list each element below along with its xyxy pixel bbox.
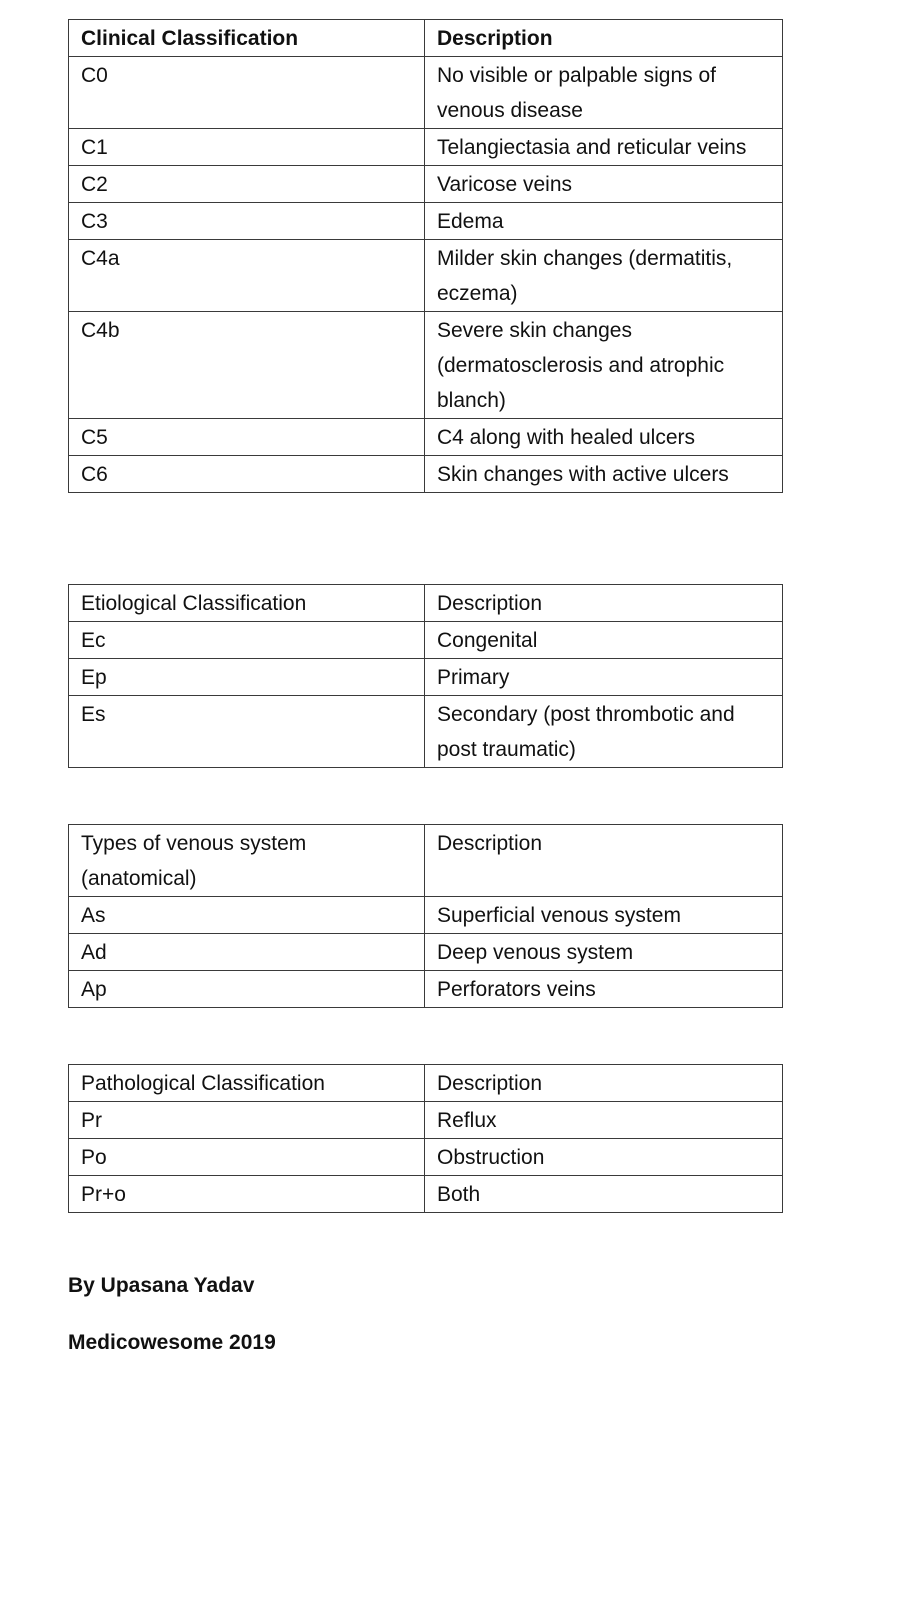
- table-row: [69, 1102, 783, 1139]
- pathological-classification-table: [68, 1064, 783, 1213]
- description-cell: Both: [425, 1176, 783, 1213]
- code-cell: Ad: [69, 934, 425, 971]
- description-cell: C4 along with healed ulcers: [425, 419, 783, 456]
- table-row: [69, 934, 783, 971]
- description-cell: No visible or palpable signs of venous disease: [425, 57, 783, 129]
- code-cell: C2: [69, 166, 425, 203]
- anatomical-classification-table: [68, 824, 783, 1008]
- code-cell: C6: [69, 456, 425, 493]
- description-cell: Congenital: [425, 622, 783, 659]
- header-cell-description: Description: [425, 20, 783, 57]
- code-cell: C1: [69, 129, 425, 166]
- code-cell: C3: [69, 203, 425, 240]
- code-cell: Ep: [69, 659, 425, 696]
- code-cell: Ap: [69, 971, 425, 1008]
- description-cell: Obstruction: [425, 1139, 783, 1176]
- header-cell-classification: Types of venous system (anatomical): [69, 825, 425, 897]
- description-cell: Primary: [425, 659, 783, 696]
- code-cell: C5: [69, 419, 425, 456]
- table-row: [69, 203, 783, 240]
- clinical-classification-table: [68, 19, 783, 493]
- description-cell: Secondary (post thrombotic and post traumatic): [425, 696, 783, 768]
- table-header-row: [69, 825, 783, 897]
- description-cell: Edema: [425, 203, 783, 240]
- description-cell: Skin changes with active ulcers: [425, 456, 783, 493]
- etiological-classification-table: [68, 584, 783, 768]
- code-cell: Ec: [69, 622, 425, 659]
- code-cell: C4a: [69, 240, 425, 312]
- table-row: [69, 1176, 783, 1213]
- table-row: [69, 240, 783, 312]
- description-cell: Superficial venous system: [425, 897, 783, 934]
- description-cell: Reflux: [425, 1102, 783, 1139]
- header-cell-description: Description: [425, 1065, 783, 1102]
- table-header-row: [69, 1065, 783, 1102]
- description-cell: Telangiectasia and reticular veins: [425, 129, 783, 166]
- description-cell: Milder skin changes (dermatitis, eczema): [425, 240, 783, 312]
- header-cell-description: Description: [425, 825, 783, 897]
- table-row: [69, 696, 783, 768]
- table-row: [69, 456, 783, 493]
- table-row: [69, 129, 783, 166]
- description-cell: Perforators veins: [425, 971, 783, 1008]
- source-credit: Medicowesome 2019: [68, 1331, 276, 1354]
- code-cell: Es: [69, 696, 425, 768]
- description-cell: Severe skin changes (dermatosclerosis and atrophic blanch): [425, 312, 783, 419]
- author-credit: By Upasana Yadav: [68, 1274, 255, 1297]
- table-header-row: [69, 20, 783, 57]
- table-header-row: [69, 585, 783, 622]
- code-cell: C4b: [69, 312, 425, 419]
- table-row: [69, 166, 783, 203]
- code-cell: Pr: [69, 1102, 425, 1139]
- table-row: [69, 57, 783, 129]
- code-cell: Po: [69, 1139, 425, 1176]
- header-cell-classification: Etiological Classification: [69, 585, 425, 622]
- table-row: [69, 1139, 783, 1176]
- header-cell-classification: Pathological Classification: [69, 1065, 425, 1102]
- table-row: [69, 897, 783, 934]
- description-cell: Deep venous system: [425, 934, 783, 971]
- header-cell-description: Description: [425, 585, 783, 622]
- table-row: [69, 419, 783, 456]
- table-row: [69, 312, 783, 419]
- table-row: [69, 659, 783, 696]
- code-cell: C0: [69, 57, 425, 129]
- header-cell-classification: Clinical Classification: [69, 20, 425, 57]
- table-row: [69, 971, 783, 1008]
- code-cell: As: [69, 897, 425, 934]
- table-row: [69, 622, 783, 659]
- description-cell: Varicose veins: [425, 166, 783, 203]
- code-cell: Pr+o: [69, 1176, 425, 1213]
